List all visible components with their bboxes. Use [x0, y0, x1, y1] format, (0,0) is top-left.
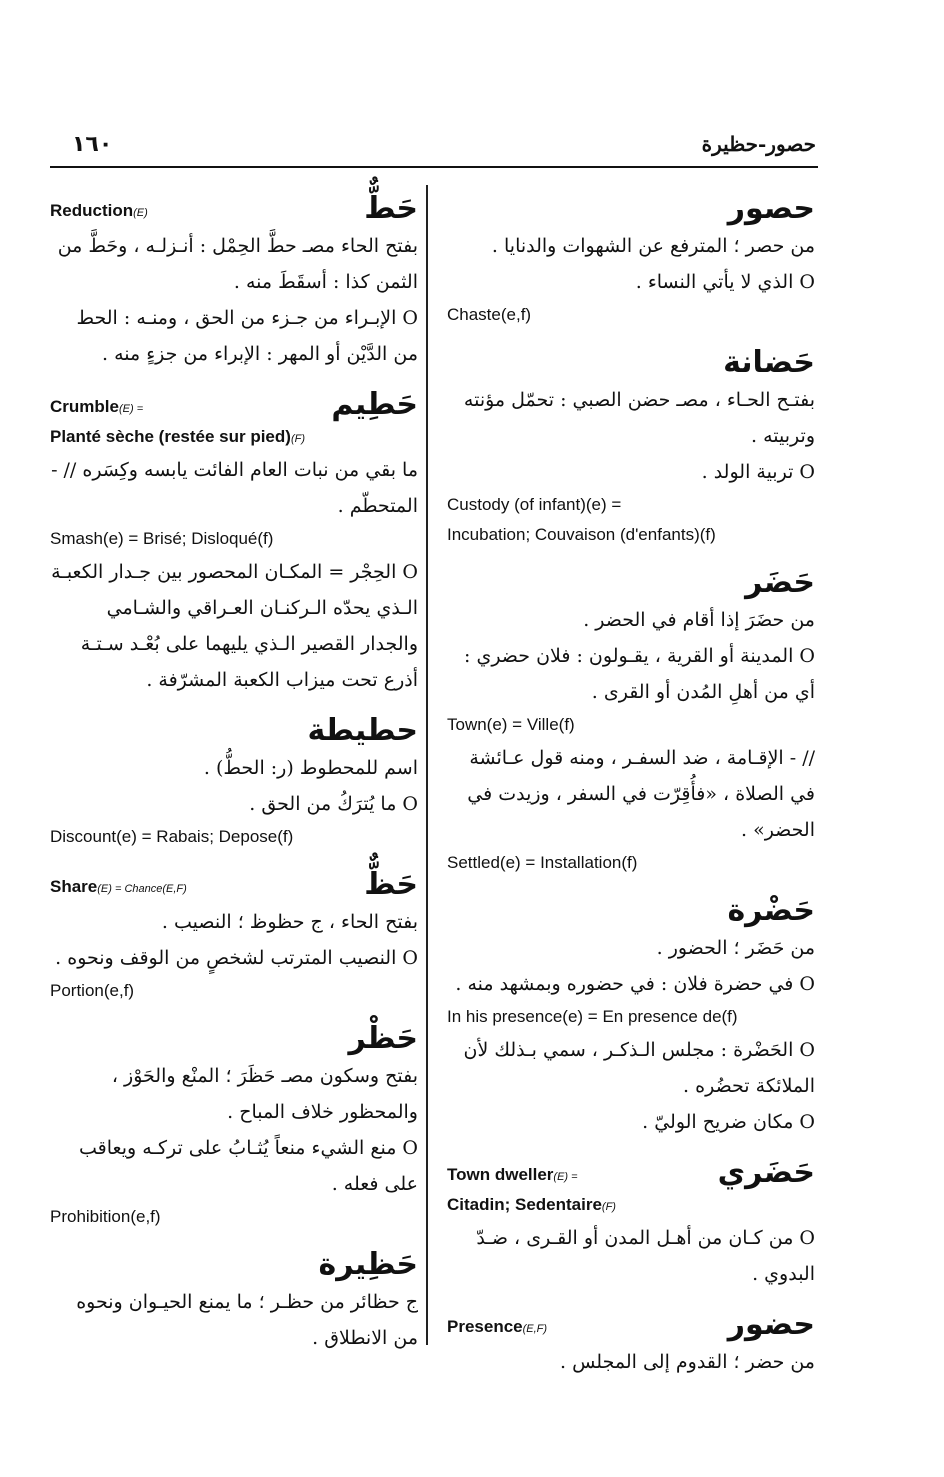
entry-gloss: Town(e) = Ville(f)	[447, 715, 575, 734]
entry-headword: حضور	[727, 1307, 815, 1342]
left-column	[50, 190, 418, 1370]
entry-definition: O منع الشيء منعاً يُثـابُ على تركـه ويعاقب على فعله .	[79, 1137, 418, 1195]
entry-definition: O الحَضْرة : مجلس الـذكـر ، سمي بـذلك لأن الملائكة تحضُره .	[463, 1039, 815, 1097]
entry-headword: حَضَري	[717, 1155, 815, 1190]
dictionary-entry	[50, 712, 418, 852]
entry-definition: بفتح الحاء مصـ حطَّ الحِمْل : أنـزلـه ، وحَطَّ من الثمن كذا : أسقَطَ منه .	[57, 235, 418, 293]
column-divider	[426, 185, 428, 1345]
entry-definition: O الإبـراء من جـزء من الحق ، ومنـه : الحط من الدَّيْن أو المهر : الإبراء من جزءٍ منه .	[76, 307, 418, 365]
entry-definition: O من كـان من أهـل المدن أو القـرى ، ضـدّ البدوي .	[476, 1227, 815, 1285]
entry-headword: حَظٌّ	[364, 867, 418, 902]
entry-headword: حطيطة	[307, 713, 418, 748]
entry-gloss: Custody (of infant)(e) =	[447, 495, 622, 514]
entry-headword: حَضْرة	[727, 893, 815, 928]
entry-gloss: Chaste(e,f)	[447, 305, 532, 324]
entry-definition: O المدينة أو القرية ، يقـولون : فلان حضري : أي من أهلِ المُدن أو القرى .	[464, 645, 815, 703]
entry-headword: حَظِيرة	[318, 1247, 418, 1282]
running-head: حصور-حظيرة	[701, 132, 816, 156]
dictionary-entry	[50, 386, 418, 698]
entry-headword: حَضانة	[723, 345, 815, 380]
dictionary-entry	[447, 190, 815, 330]
dictionary-entry	[447, 1306, 815, 1380]
entry-definition: O في حضرة فلان : في حضوره وبمشهد منه .	[455, 973, 815, 995]
entry-gloss: Citadin; Sedentaire(F)	[447, 1195, 616, 1214]
entry-definition: O الذي لا يأتي النساء .	[635, 271, 815, 293]
entry-definition: من حضَرَ إذا أقام في الحضر .	[583, 609, 815, 631]
entry-definition: O مكان ضريح الوليّ .	[642, 1111, 815, 1133]
dictionary-entry	[447, 564, 815, 878]
header-rule	[50, 166, 818, 168]
entry-headword: حصور	[727, 191, 815, 226]
dictionary-entry	[50, 190, 418, 372]
entry-gloss: Discount(e) = Rabais; Depose(f)	[50, 827, 294, 846]
dictionary-entry	[447, 892, 815, 1140]
entry-gloss: Incubation; Couvaison (d'enfants)(f)	[447, 525, 716, 544]
entry-definition: من حَضَر ؛ الحضور .	[656, 937, 815, 959]
entry-gloss: Share(E) = Chance(E,F)	[50, 877, 187, 896]
entry-definition: ج حظائر من حظـر ؛ ما يمنع الحيـوان ونحوه من الانطلاق .	[76, 1291, 418, 1349]
entry-definition: ما بقي من نبات العام الفائت يابسه وكِسَره // - المتحطّم .	[51, 459, 418, 517]
entry-definition: اسم للمحطوط (ر: الحطُّ) .	[203, 757, 418, 779]
dictionary-entry	[50, 1020, 418, 1232]
right-column	[447, 190, 815, 1394]
entry-definition: O ما يُترَكُ من الحق .	[249, 793, 418, 815]
entry-definition: بفتح وسكون مصـ حَظَرَ ؛ المنْع والحَوْز ، والمحظور خلاف المباح .	[111, 1065, 418, 1123]
entry-definition: بفتـح الحـاء ، مصـ حضن الصبي : تحمّل مؤنته وتربيته .	[463, 389, 815, 447]
entry-gloss: Prohibition(e,f)	[50, 1207, 161, 1226]
dictionary-entry	[50, 866, 418, 1006]
entry-gloss: Town dweller(E) =	[447, 1165, 578, 1184]
entry-gloss: Presence(E,F)	[447, 1317, 548, 1336]
entry-headword: حَطِيم	[331, 387, 418, 422]
entry-gloss: Smash(e) = Brisé; Disloqué(f)	[50, 529, 274, 548]
entry-gloss: Planté sèche (restée sur pied)(F)	[50, 427, 305, 446]
page-header	[72, 128, 816, 160]
entry-definition: من حضر ؛ القدوم إلى المجلس .	[560, 1351, 815, 1373]
entry-gloss: Portion(e,f)	[50, 981, 135, 1000]
entry-definition: O الحِجْر = المكـان المحصور بين جـدار الكعبـة الـذي يحدّه الـركنـان العـراقي والشـامي والجدار القصير الـذي يليهما على بُعْـد سـتـة أذرع تحت ميزاب الكعبة المشرّفة .	[51, 561, 418, 691]
entry-definition: من حصر ؛ المترفع عن الشهوات والدنايا .	[491, 235, 815, 257]
entry-gloss: Crumble(E) =	[50, 397, 144, 416]
entry-gloss: Reduction(E)	[50, 201, 148, 220]
dictionary-entry	[447, 344, 815, 550]
entry-definition: // - الإقـامة ، ضد السفـر ، ومنه قول عـائشة في الصلاة ، «فأُقِرّت في السفر ، وزيدت في الحضر» .	[467, 747, 815, 841]
entry-definition: بفتح الحاء ، ج حظوظ ؛ النصيب .	[161, 911, 418, 933]
entry-definition: O تربية الولد .	[701, 461, 815, 483]
dictionary-entry	[447, 1154, 815, 1292]
entry-headword: حَظْر	[348, 1021, 418, 1056]
entry-gloss: Settled(e) = Installation(f)	[447, 853, 638, 872]
entry-headword: حَطٌّ	[364, 191, 418, 226]
entry-headword: حَضَر	[745, 565, 815, 600]
dictionary-entry	[50, 1246, 418, 1356]
entry-gloss: In his presence(e) = En presence de(f)	[447, 1007, 738, 1026]
page-number: ١٦٠	[72, 132, 113, 157]
entry-definition: O النصيب المترتب لشخصٍ من الوقف ونحوه .	[55, 947, 418, 969]
